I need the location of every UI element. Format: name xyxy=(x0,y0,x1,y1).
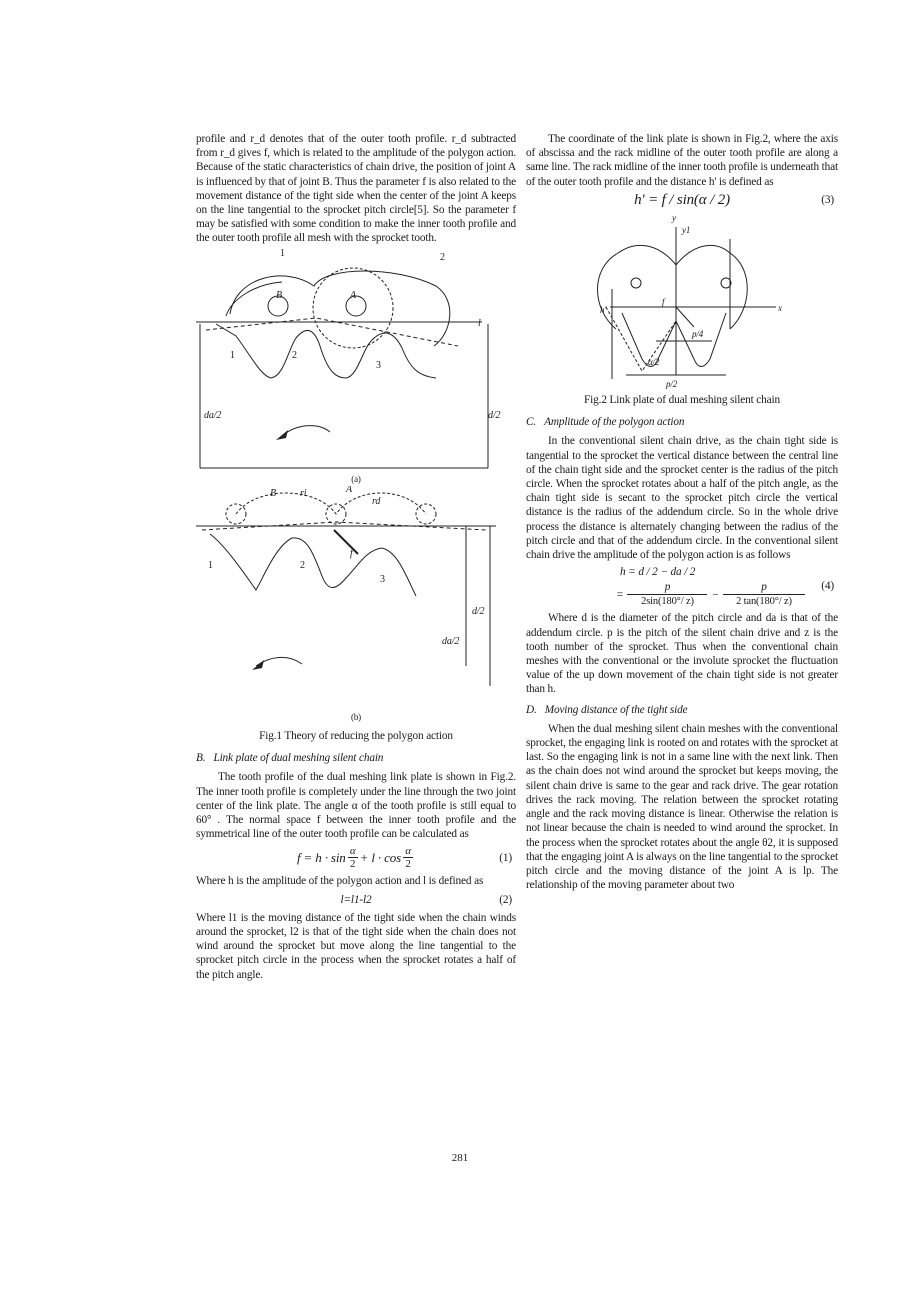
fig1a-label-l: l xyxy=(478,317,481,329)
fig2-label-a: α/2 xyxy=(648,357,660,368)
eq3-text: h' = f / sin(α / 2) xyxy=(634,191,730,208)
fig1b-label-three: 3 xyxy=(380,573,385,585)
fig1a-label-d2: d/2 xyxy=(488,409,501,421)
fig1a-label-B: B xyxy=(276,289,282,301)
eq1-num: α xyxy=(349,845,356,858)
eq1-den: 2 xyxy=(349,858,356,871)
fig1a-label-da2: da/2 xyxy=(204,409,222,421)
figure-1-caption: Fig.1 Theory of reducing the polygon action xyxy=(259,730,453,743)
eq4-den2: 2 tan(180°/ z) xyxy=(736,596,792,608)
left-paragraph-3: Where h is the amplitude of the polygon action and l is defined as xyxy=(196,875,484,888)
equation-1 xyxy=(196,845,516,870)
fig1a-label-2: 2 xyxy=(440,251,445,263)
fig2-label-p2: p/2 xyxy=(666,379,678,390)
fig1a-label-A: A xyxy=(350,289,356,301)
right-paragraph-1: The coordinate of the link plate is shown in Fig.2, where the axis of abscissa and the rack midline of the outer tooth profile are along a same line. The rack midline of the inner tooth profile is underneath that of the outer tooth profile and the distance h' is defined as xyxy=(526,133,838,188)
eq4-line1: h = d / 2 − da / 2 xyxy=(620,566,696,579)
fig1b-label-B: B xyxy=(270,487,276,499)
eq3-number: (3) xyxy=(821,193,834,206)
equation-3 xyxy=(526,193,838,207)
fig1b-label-one: 1 xyxy=(208,559,213,571)
fig1a-label-three: 3 xyxy=(376,359,381,371)
equation-4 xyxy=(526,565,838,608)
figure-2-caption: Fig.2 Link plate of dual meshing silent chain xyxy=(584,394,780,407)
section-b-title: Link plate of dual meshing silent chain xyxy=(213,752,384,765)
fig1b-label-ri: ri xyxy=(300,487,307,499)
section-b-label: B. xyxy=(196,752,206,765)
left-paragraph-1: profile and r_d denotes that of the outer tooth profile. r_d subtracted from r_d gives f, which is related to the amplitude of the polygon action. Because of the static characteristics of chain drive, the position of joint A is influenced by that of joint B. Thus the parameter f is also related to the movement distance of the tight side when the center of the joint A keeps on the line tangential to the sprocket pitch circle[5]. So the parameter f may be satisfied with some condition to make the inner tooth profile and the outer tooth profile all mesh with the sprocket tooth. xyxy=(196,133,516,245)
eq4-p2: p xyxy=(761,581,767,594)
eq1-lhs: f = h · sin xyxy=(296,849,346,865)
figure-1a xyxy=(196,246,516,474)
eq2-text: l=l1-l2 xyxy=(340,893,372,906)
fig2-label-p4: p/4 xyxy=(692,329,704,340)
fig1a-label-1: 1 xyxy=(280,247,285,259)
eq4-number: (4) xyxy=(821,580,834,593)
fig1b-label-da2: da/2 xyxy=(442,635,460,647)
fig2-label-h: h' xyxy=(600,305,607,316)
right-paragraph-2: In the conventional silent chain drive, as the chain tight side is tangential to the sprocket the vertical distance between the central line of the chain tight side and the sprocket center is the radius of the pitch circle. When the sprocket rotates about a half of the pitch angle, as the chain tight side is secant to the sprocket pitch circle the vertical distance is the radius of the addendum circle. So in the whole drive process the distance is alternately changing between the radius of the pitch circle and that of the addendum circle. In the conventional silent chain drive the amplitude of the polygon action is as follows xyxy=(526,435,838,562)
right-column xyxy=(526,132,838,892)
section-c-label: C. xyxy=(526,416,537,429)
fig1a-label-one: 1 xyxy=(230,349,235,361)
page-number: 281 xyxy=(451,1152,469,1164)
eq2-number: (2) xyxy=(499,893,512,906)
eq4-p1: p xyxy=(664,581,671,594)
left-paragraph-2: The tooth profile of the dual meshing link plate is shown in Fig.2. The inner tooth profile is completely under the line through the two joint center of the link plate. The angle α of the tooth profile is still equal to 60° . The normal space f between the inner tooth profile and the symmetrical line of the outer tooth profile can be calculated as xyxy=(196,771,516,841)
section-d-title: Moving distance of the tight side xyxy=(544,703,688,716)
figure-1b xyxy=(196,486,516,714)
fig1b-label-f: f xyxy=(350,547,353,559)
eq1-num2: α xyxy=(405,845,411,858)
section-d-label: D. xyxy=(526,703,537,716)
fig2-label-y1: y1 xyxy=(682,225,691,236)
left-column xyxy=(196,132,516,982)
fig1b-label-d2: d/2 xyxy=(472,605,485,617)
fig2-label-f: f xyxy=(662,297,665,308)
fig1b-label-A: A xyxy=(346,485,352,495)
figure-2 xyxy=(526,209,838,391)
eq1-den2: 2 xyxy=(405,858,411,871)
section-c-title: Amplitude of the polygon action xyxy=(544,416,685,429)
equation-2 xyxy=(196,893,516,907)
section-d-heading xyxy=(526,703,838,717)
fig1b-label-two: 2 xyxy=(300,559,305,571)
right-paragraph-4: When the dual meshing silent chain meshes with the conventional sprocket, the engaging link is rooted on and rotates with the sprocket at last. So the engaging link is not in a same line with the next link. Then as the chain does not wind around the sprocket but keeps moving, the silent chain drive is same to the gear and rack drive. The gear rotation drives the rack moving. The relation between the sprocket rotating angle and the rack moving distance is linear. Otherwise the relation is not linear because the chain is needed to wind around the sprocket. In the process when the sprocket rotates about the angle θ2, it is supposed that the engaging joint A is always on the line tangential to the sprocket pitch circle and the moving distance of the joint A is lp. The relationship of the moving parameter about two xyxy=(526,722,838,892)
fig2-label-x: x xyxy=(778,303,782,314)
fig1a-label-two: 2 xyxy=(292,349,297,361)
right-paragraph-3: Where d is the diameter of the pitch circle and da is that of the addendum circle. p is the pitch of the silent chain drive and z is the tooth number of the sprocket. Thus when the conventional chain meshes with the conventional or the involute sprocket the fluctuation value of the up down movement of the chain tight side is not greater than h. xyxy=(526,612,838,696)
eq4-den1: 2sin(180°/ z) xyxy=(641,596,694,608)
section-c-heading xyxy=(526,415,838,429)
eq1-mid: + l · cos xyxy=(359,849,402,865)
left-paragraph-4: Where l1 is the moving distance of the tight side when the chain winds around the sprocket, l2 is that of the tight side when the chain does not wind around the sprocket but move along the line tangential to the sprocket pitch circle in the process when the sprocket rotates a half of the pitch angle. xyxy=(196,911,516,981)
eq1-number: (1) xyxy=(499,851,512,864)
eq4-eqsign: = xyxy=(616,588,624,601)
fig1a-sublabel: (a) xyxy=(351,473,361,484)
section-b-heading xyxy=(196,751,516,765)
eq4-minus: − xyxy=(711,588,719,601)
fig2-label-y: y xyxy=(672,213,676,224)
fig1b-label-rd: rd xyxy=(372,495,381,507)
fig1b-sublabel: (b) xyxy=(350,711,362,722)
